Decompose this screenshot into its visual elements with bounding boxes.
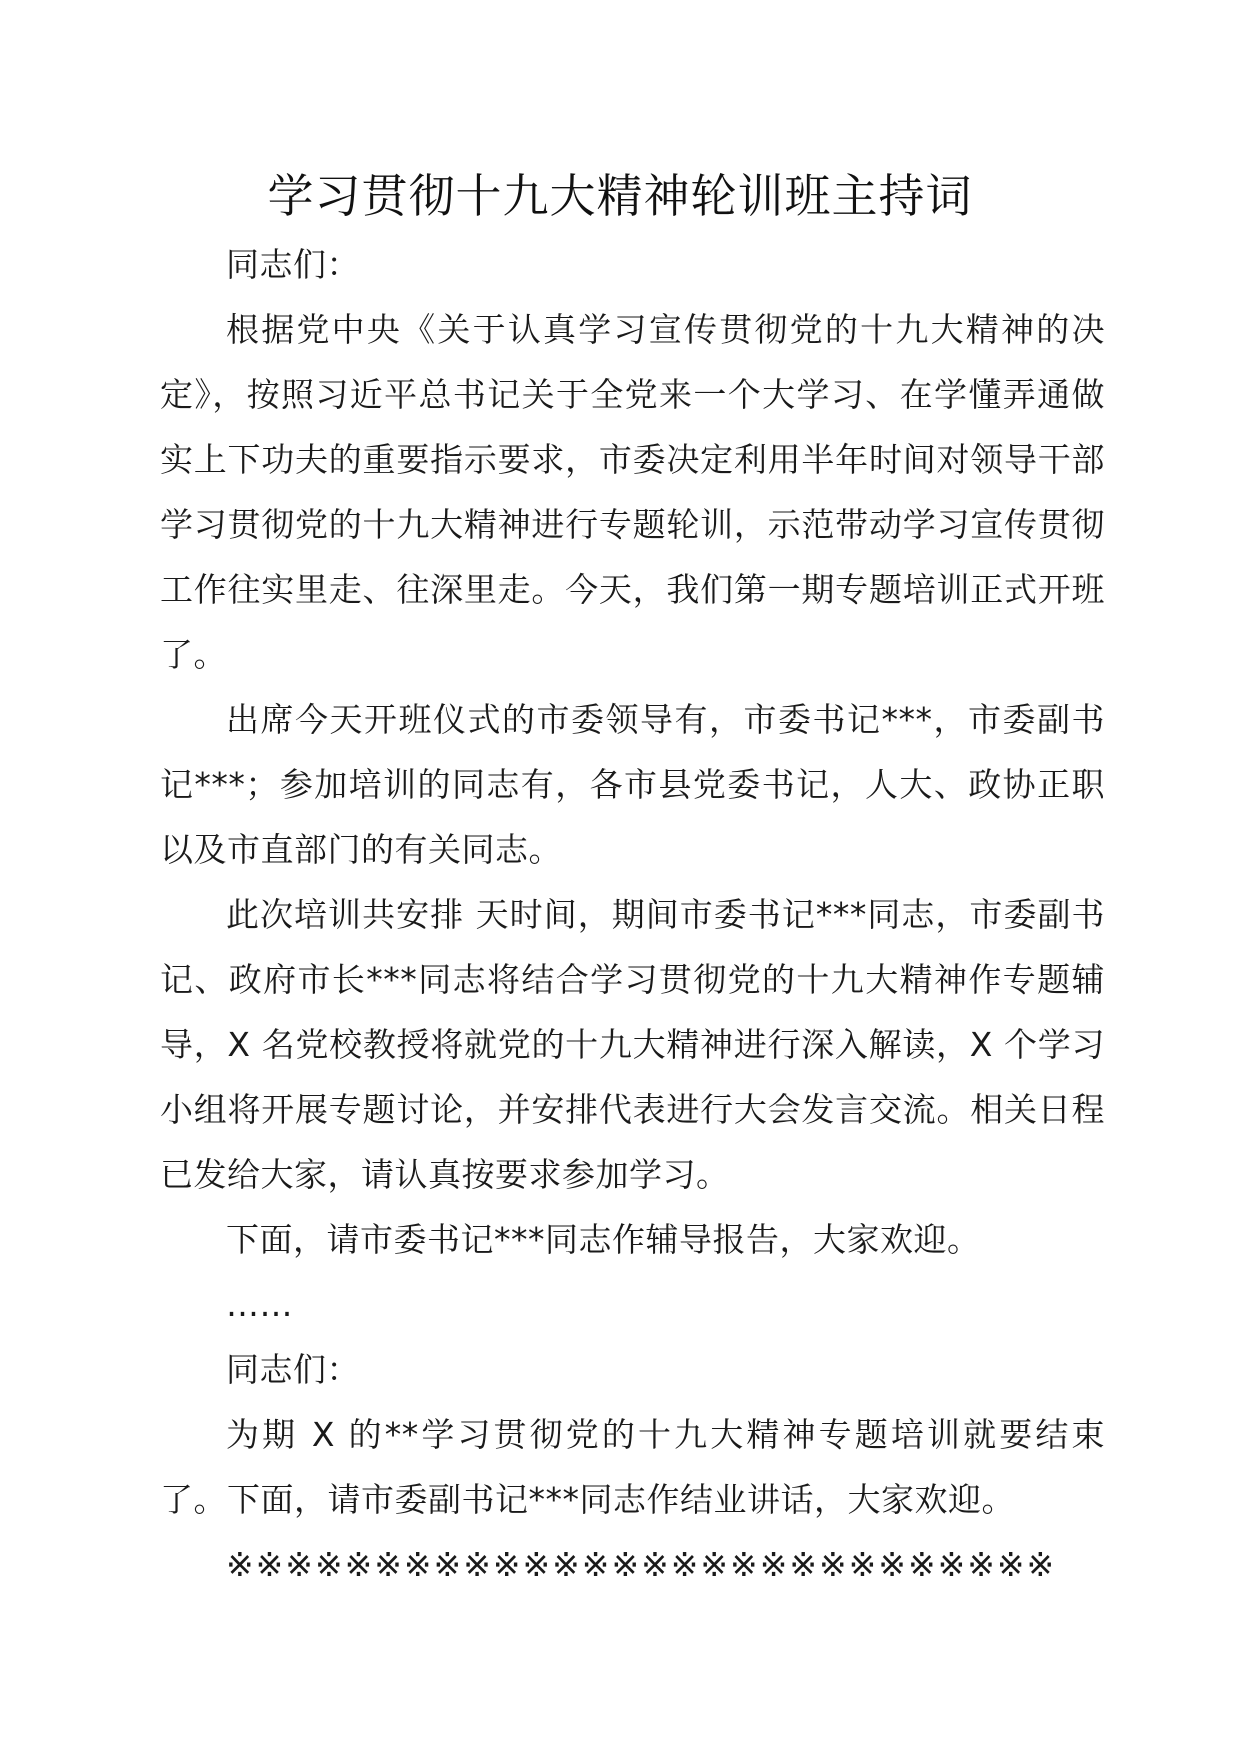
paragraph-report-invite: 下面，请市委书记***同志作辅导报告，大家欢迎。 xyxy=(226,1220,981,1259)
paragraph-schedule: 此次培训共安排 天时间，期间市委书记***同志，市委副书记、政府市长***同志将结合学习贯彻党的十九大精神作专题辅导，X 名党校教授将就党的十九大精神进行深入解读，X 个学习小组将开展专题讨论，并安排代表进行大会发言交流。相关日程已发给大家，请认真按要求参加学习。 xyxy=(160,895,1105,1194)
paragraph-closing: 为期 X 的**学习贯彻党的十九大精神专题培训就要结束了。下面，请市委副书记***同志作结业讲话，大家欢迎。 xyxy=(160,1415,1105,1519)
salutation: 同志们： xyxy=(226,245,360,284)
document-body xyxy=(160,232,1105,1597)
salutation-closing: 同志们： xyxy=(226,1350,360,1389)
paragraph-intro: 根据党中央《关于认真学习宣传贯彻党的十九大精神的决定》，按照习近平总书记关于全党来一个大学习、在学懂弄通做实上下功夫的重要指示要求，市委决定利用半年时间对领导干部学习贯彻党的十九大精神进行专题轮训，示范带动学习宣传贯彻工作往实里走、往深里走。今天，我们第一期专题培训正式开班了。 xyxy=(160,310,1105,674)
ellipsis: …… xyxy=(226,1285,293,1324)
document-title: 学习贯彻十九大精神轮训班主持词 xyxy=(267,169,973,223)
separator-marks: ※※※※※※※※※※※※※※※※※※※※※※※※※※※※ xyxy=(226,1545,1057,1584)
paragraph-attendees: 出席今天开班仪式的市委领导有，市委书记***，市委副书记***；参加培训的同志有，各市县党委书记，人大、政协正职以及市直部门的有关同志。 xyxy=(160,700,1105,869)
